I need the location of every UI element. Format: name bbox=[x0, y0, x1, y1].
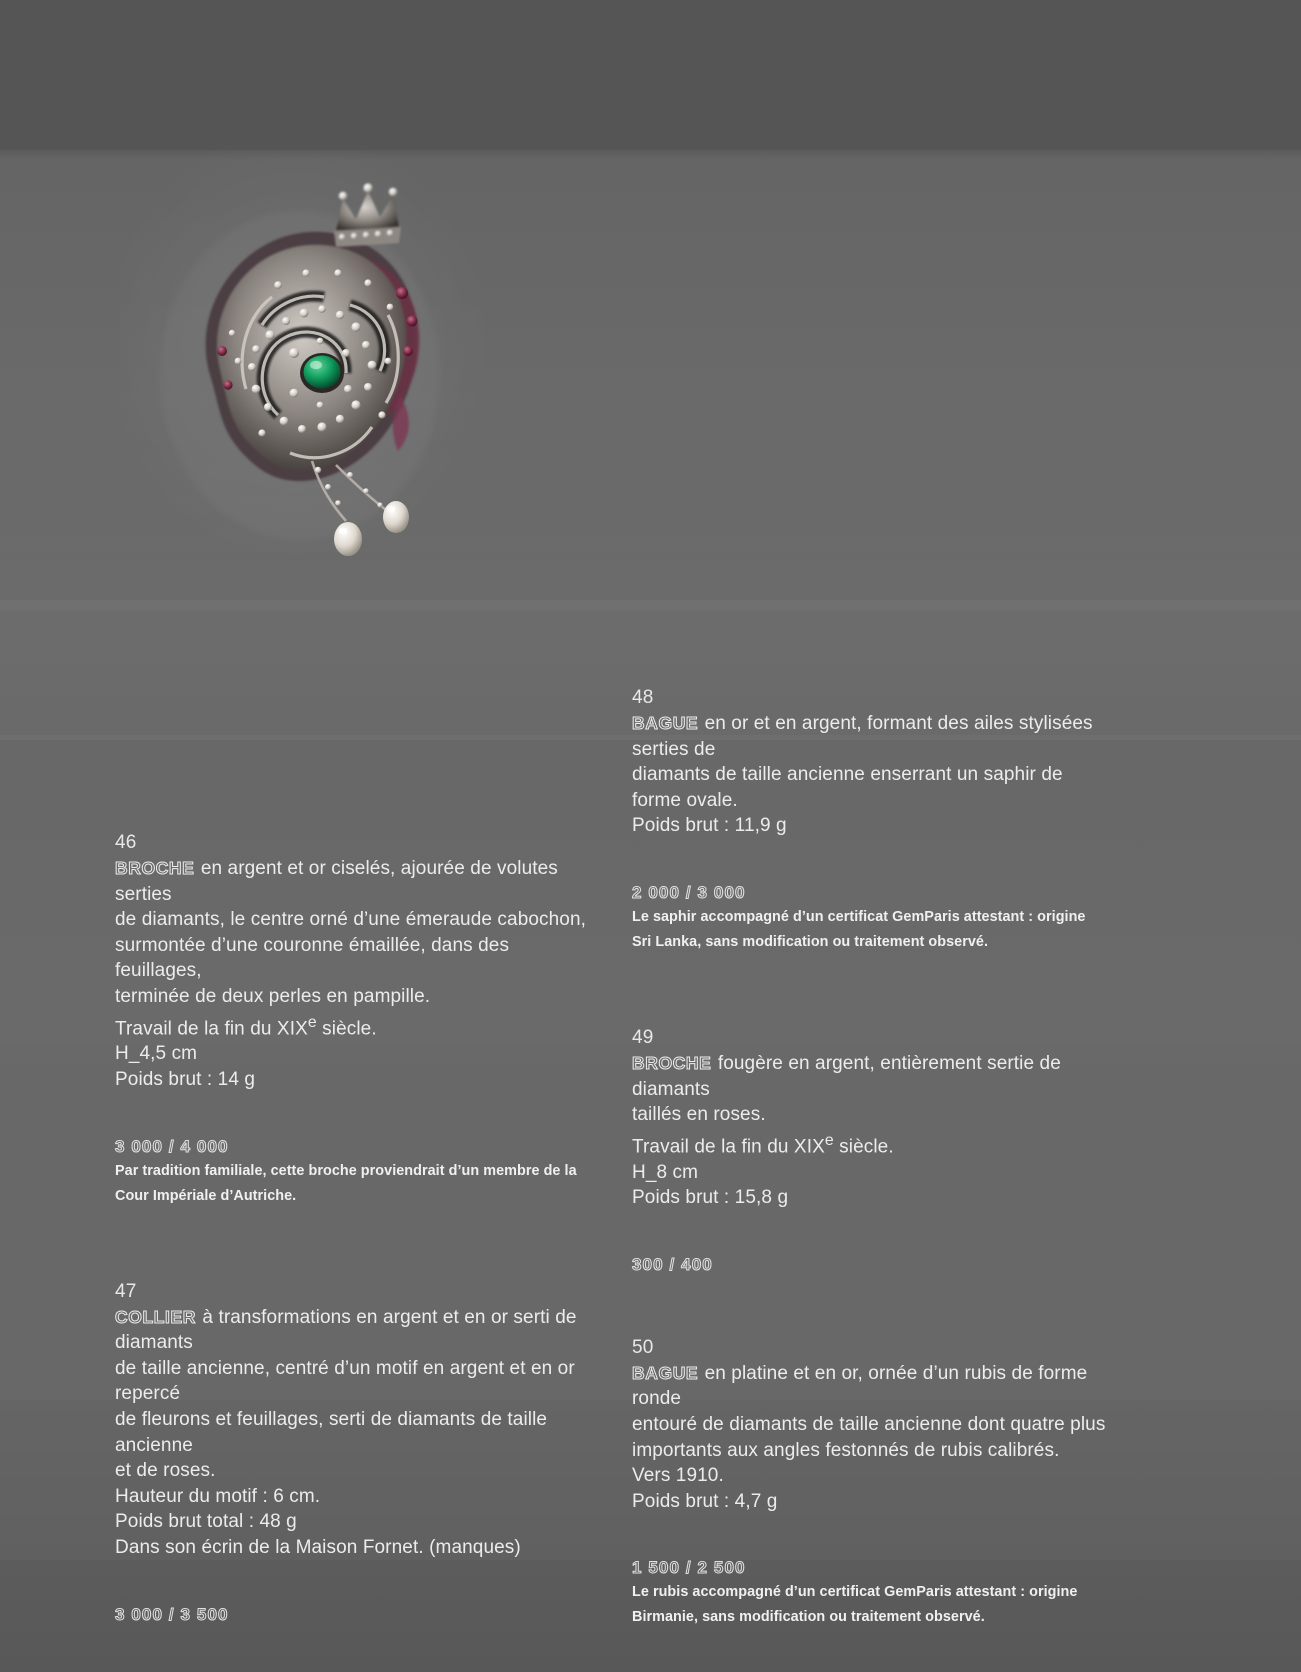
lot-note: Le saphir accompagné d’un certificat GemParis attestant : origine Sri Lanka, sans modification ou traitement observé. bbox=[632, 908, 1086, 950]
lot-description-line: Travail de la fin du XIXe siècle. bbox=[115, 1013, 377, 1039]
brooch-photograph bbox=[150, 165, 480, 565]
lot-weight-line: Poids brut : 11,9 g bbox=[632, 815, 787, 837]
lot-description-line: terminée de deux perles en pampille. bbox=[115, 985, 431, 1007]
lot-dimension-line: Hauteur du motif : 6 cm. bbox=[115, 1485, 321, 1507]
lot-keyword: BAGUE bbox=[632, 713, 699, 733]
lot-description-line: et de roses. bbox=[115, 1460, 216, 1482]
column-spacer bbox=[632, 955, 1112, 1025]
column-spacer bbox=[632, 1275, 1112, 1335]
lot-keyword: BROCHE bbox=[632, 1052, 712, 1073]
lot-description-text: en or et en argent, formant des ailes stylisées serties de bbox=[632, 713, 1093, 760]
lot-number: 50 bbox=[632, 1336, 654, 1358]
lot-description bbox=[632, 1051, 1112, 1211]
lot-description-line bbox=[632, 711, 1112, 762]
lot-weight-line: Poids brut : 14 g bbox=[115, 1069, 256, 1091]
lot-entry-50 bbox=[632, 1335, 1112, 1631]
lot-description-line: surmontée d’une couronne émaillée, dans des feuillages, bbox=[115, 934, 510, 982]
left-lot-column bbox=[115, 830, 595, 1625]
brooch-image bbox=[150, 165, 480, 565]
lot-description-text: en platine et en or, ornée d’un rubis de forme ronde bbox=[632, 1362, 1088, 1410]
lot-weight-line: Poids brut : 15,8 g bbox=[632, 1187, 789, 1209]
lot-description-line: de fleurons et feuillages, serti de diamants de taille ancienne bbox=[115, 1409, 548, 1456]
lot-entry-48 bbox=[632, 685, 1112, 955]
column-spacer bbox=[115, 1209, 595, 1279]
lot-description bbox=[115, 856, 595, 1093]
lot-keyword: COLLIER bbox=[115, 1306, 197, 1327]
lot-description-line bbox=[632, 1361, 1112, 1412]
lot-estimate: 2 000 / 3 000 bbox=[632, 882, 746, 902]
lot-entry-49 bbox=[632, 1025, 1112, 1275]
lot-dimension-line: H_8 cm bbox=[632, 1161, 699, 1183]
lot-description bbox=[632, 711, 1112, 839]
lot-condition-line: Dans son écrin de la Maison Fornet. (manques) bbox=[115, 1537, 521, 1559]
lot-estimate: 3 000 / 4 000 bbox=[115, 1136, 229, 1156]
lot-number: 47 bbox=[115, 1280, 137, 1302]
lot-description bbox=[115, 1305, 595, 1561]
lot-weight-line: Poids brut : 4,7 g bbox=[632, 1490, 778, 1512]
lot-description-text: en argent et or ciselés, ajourée de volutes serties bbox=[115, 858, 558, 905]
lot-estimate: 1 500 / 2 500 bbox=[632, 1558, 746, 1578]
lot-description-line bbox=[115, 1305, 595, 1356]
lot-description bbox=[632, 1361, 1112, 1515]
lot-keyword: BAGUE bbox=[632, 1362, 699, 1383]
lot-number: 48 bbox=[632, 687, 654, 708]
lot-dimension-line: H_4,5 cm bbox=[115, 1043, 198, 1065]
lot-description-line bbox=[632, 1051, 1112, 1102]
lot-entry-47 bbox=[115, 1279, 595, 1625]
lot-date-line: Vers 1910. bbox=[632, 1465, 724, 1487]
lot-description-line: importants aux angles festonnés de rubis calibrés. bbox=[632, 1439, 1060, 1461]
lot-entry-46 bbox=[115, 830, 595, 1209]
lot-description-line: diamants de taille ancienne enserrant un saphir de forme ovale. bbox=[632, 764, 1063, 811]
lot-estimate: 300 / 400 bbox=[632, 1254, 713, 1274]
lot-estimate: 3 000 / 3 500 bbox=[115, 1604, 229, 1624]
lot-number: 46 bbox=[115, 832, 137, 853]
lot-number: 49 bbox=[632, 1026, 654, 1048]
lot-description-line: Travail de la fin du XIXe siècle. bbox=[632, 1131, 894, 1158]
lot-description-line: taillés en roses. bbox=[632, 1104, 766, 1126]
lot-description-text: à transformations en argent et en or serti de diamants bbox=[115, 1306, 577, 1354]
lot-description-line bbox=[115, 856, 595, 907]
lot-description-line: de diamants, le centre orné d’une émeraude cabochon, bbox=[115, 909, 587, 931]
lot-note: Le rubis accompagné d’un certificat GemParis attestant : origine Birmanie, sans modification ou traitement observé. bbox=[632, 1584, 1078, 1626]
lot-description-line: de taille ancienne, centré d’un motif en argent et en or repercé bbox=[115, 1357, 575, 1405]
lot-note: Par tradition familiale, cette broche proviendrait d’un membre de la Cour Impériale d’Autriche. bbox=[115, 1162, 577, 1204]
lot-weight-line: Poids brut total : 48 g bbox=[115, 1511, 297, 1533]
lot-description-line: entouré de diamants de taille ancienne dont quatre plus bbox=[632, 1414, 1106, 1436]
lot-description-text: fougère en argent, entièrement sertie de diamants bbox=[632, 1052, 1061, 1100]
lot-keyword: BROCHE bbox=[115, 858, 195, 878]
right-lot-column bbox=[632, 685, 1112, 1630]
